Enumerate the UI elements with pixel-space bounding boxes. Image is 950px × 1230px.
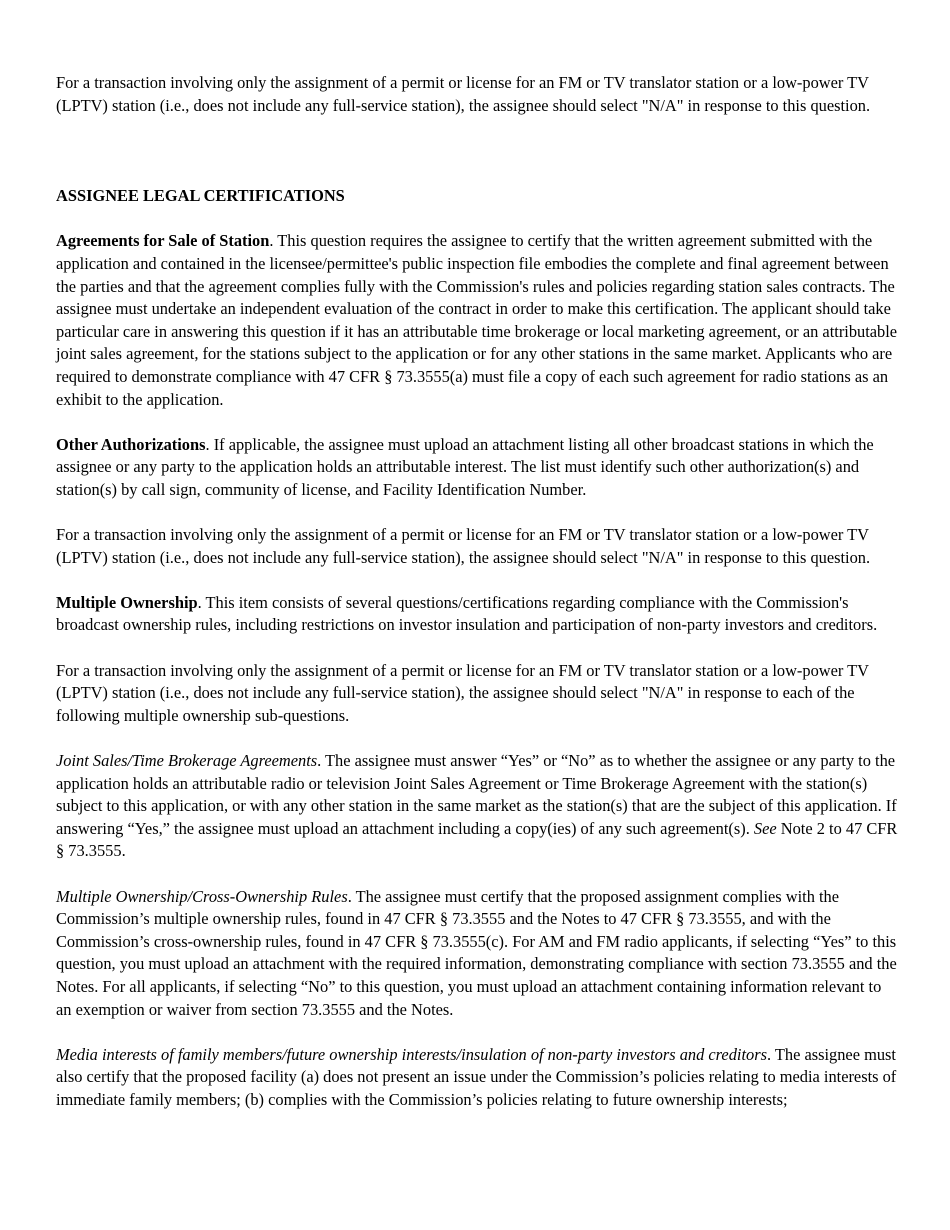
spacer: [56, 117, 898, 185]
joint-sales-body: . The assignee must answer “Yes” or “No” as to whether the assignee or any party to the application holds an attributable radio or television Joint Sales Agreement or Time Brokerage Agreement with the station(s) subject to this application, or with any other station in the same market as the station(s) that are the subject of this application. If answering “Yes,” the assignee must upload an attachment including a copy(ies) of any such agreement(s).: [56, 751, 897, 838]
spacer: [56, 208, 898, 231]
spacer: [56, 411, 898, 434]
media-interests-title: Media interests of family members/future ownership interests/insulation of non-party investors and creditors: [56, 1044, 767, 1064]
joint-sales-see-rest: Note 2 to 47 CFR § 73.3555.: [56, 818, 898, 861]
other-authorizations-body: . If applicable, the assignee must upload an attachment listing all other broadcast stations in which the assignee or any party to the application holds an attributable interest. The list must identify such other authorization(s) and station(s) by call sign, community of license, and Facility Identification Number.: [56, 434, 874, 499]
multiple-ownership-na-paragraph: For a transaction involving only the assignment of a permit or license for an FM or TV translator station or a low-power TV (LPTV) station (i.e., does not include any full-service station), the assignee should select "N/A" in response to each of the following multiple ownership sub-questions.: [56, 660, 869, 725]
spacer: [56, 1021, 898, 1044]
multiple-ownership-paragraph: [56, 592, 898, 637]
joint-sales-see: See: [753, 818, 777, 838]
spacer: [56, 637, 898, 660]
agreements-title: Agreements for Sale of Station: [56, 231, 270, 251]
cross-ownership-paragraph: [56, 886, 898, 1022]
cross-ownership-title: Multiple Ownership/Cross-Ownership Rules: [56, 886, 348, 906]
other-auth-na-paragraph: For a transaction involving only the assignment of a permit or license for an FM or TV translator station or a low-power TV (LPTV) station (i.e., does not include any full-service station), the assignee should select "N/A" in response to this question.: [56, 525, 871, 567]
spacer: [56, 502, 898, 525]
joint-sales-paragraph: [56, 750, 898, 863]
document-page: [56, 72, 898, 1112]
joint-sales-title: Joint Sales/Time Brokerage Agreements: [56, 751, 318, 771]
intro-na-paragraph: For a transaction involving only the assignment of a permit or license for an FM or TV translator station or a low-power TV (LPTV) station (i.e., does not include any full-service station), the assignee should select "N/A" in response to this question.: [56, 73, 871, 115]
other-authorizations-paragraph: [56, 434, 898, 502]
media-interests-body: . The assignee must also certify that the proposed facility (a) does not present an issue under the Commission’s policies relating to media interests of immediate family members; (b) complies with the Commission’s policies relating to future ownership interests;: [56, 1044, 897, 1109]
agreements-body: . This question requires the assignee to certify that the written agreement submitted with the application and contained in the licensee/permittee's public inspection file embodies the complete and final agreement between the parties and that the agreement complies fully with the Commission's rules and policies regarding station sales contracts. The assignee must undertake an independent evaluation of the contract in order to make this certification. The applicant should take particular care in answering this question if it has an attributable time brokerage or local marketing agreement, or an attributable joint sales agreement, for the stations subject to the application or for any other stations in the same market. Applicants who are required to demonstrate compliance with 47 CFR § 73.3555(a) must file a copy of each such agreement for radio stations as an exhibit to the application.: [56, 231, 898, 409]
other-authorizations-title: Other Authorizations: [56, 434, 206, 454]
media-interests-paragraph: [56, 1044, 898, 1112]
spacer: [56, 569, 898, 592]
spacer: [56, 863, 898, 886]
section-heading: ASSIGNEE LEGAL CERTIFICATIONS: [56, 186, 345, 206]
spacer: [56, 727, 898, 750]
agreements-paragraph: [56, 230, 898, 411]
cross-ownership-body: . The assignee must certify that the proposed assignment complies with the Commission’s multiple ownership rules, found in 47 CFR § 73.3555 and the Notes to 47 CFR § 73.3555, and with the Commission’s cross-ownership rules, found in 47 CFR § 73.3555(c). For AM and FM radio applicants, if selecting “Yes” to this question, you must upload an attachment with the required information, demonstrating compliance with section 73.3555 and the Notes. For all applicants, if selecting “No” to this question, you must upload an attachment containing information relevant to an exemption or waiver from section 73.3555 and the Notes.: [56, 886, 897, 1019]
multiple-ownership-title: Multiple Ownership: [56, 592, 198, 612]
multiple-ownership-body: . This item consists of several questions/certifications regarding compliance with the Commission's broadcast ownership rules, including restrictions on investor insulation and participation of non-party investors and creditors.: [56, 592, 878, 635]
